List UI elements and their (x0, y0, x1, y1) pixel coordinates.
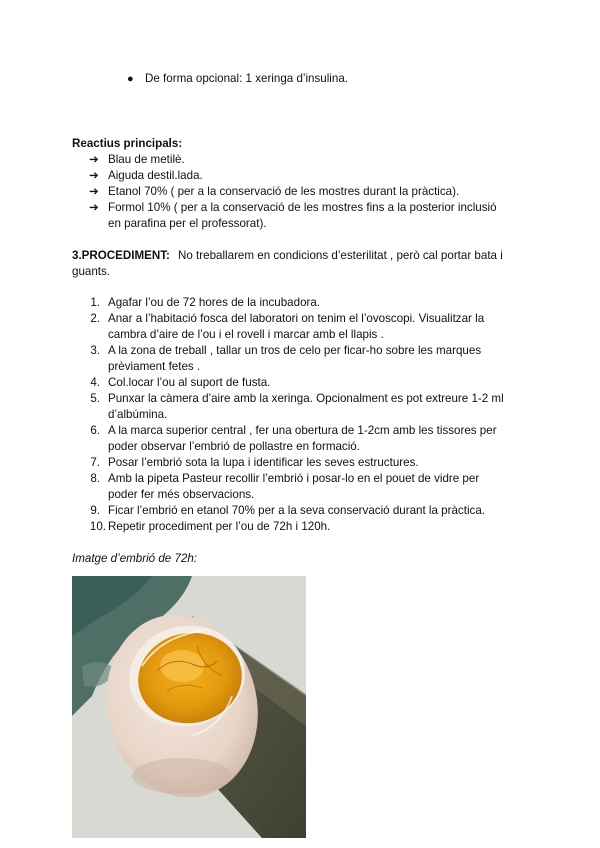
reagent-item: Etanol 70% ( per a la conservació de les mostres durant la pràctica). (108, 185, 460, 198)
step-number: 6. (90, 424, 100, 437)
step-number: 3. (90, 344, 100, 357)
reagents-heading: Reactius principals: (72, 137, 183, 150)
step-text-continuation: d’albúmina. (108, 408, 168, 421)
procedure-intro: No treballarem en condicions d’esterilitat , però cal portar bata i (178, 249, 503, 262)
step-text: Repetir procediment per l’ou de 72h i 120h. (108, 520, 331, 533)
bullet-dot: ● (127, 73, 134, 85)
step-text: Amb la pipeta Pasteur recollir l’embrió i posar-lo en el pouet de vidre per (108, 472, 480, 485)
step-text: Ficar l’embrió en etanol 70% per a la seva conservació durant la pràctica. (108, 504, 485, 517)
step-number: 4. (90, 376, 100, 389)
reagent-item: Aiguda destil.lada. (108, 169, 203, 182)
optional-syringe-text: De forma opcional: 1 xeringa d’insulina. (145, 72, 349, 85)
figure-caption: Imatge d’embrió de 72h: (72, 552, 198, 565)
arrow-icon: ➔ (89, 169, 99, 182)
step-text: Anar a l’habitació fosca del laboratori on tenim el l’ovoscopi. Visualitzar la (108, 312, 485, 325)
step-number: 2. (90, 312, 100, 325)
step-text-continuation: cambra d’aire de l’ou i el rovell i marcar amb el llapis . (108, 328, 384, 341)
reagent-item: Blau de metilè. (108, 153, 185, 166)
step-text-continuation: poder fer més observacions. (108, 488, 255, 501)
embryo-egg-photo (72, 576, 306, 838)
step-text: Agafar l’ou de 72 hores de la incubadora. (108, 296, 321, 309)
step-number: 5. (90, 392, 100, 405)
step-number: 9. (90, 504, 100, 517)
step-number: 7. (90, 456, 100, 469)
arrow-icon: ➔ (89, 201, 99, 214)
step-text-continuation: poder observar l’embrió de pollastre en formació. (108, 440, 360, 453)
step-number: 8. (90, 472, 100, 485)
step-text-continuation: prèviament fetes . (108, 360, 201, 373)
procedure-heading: 3.PROCEDIMENT: (72, 249, 170, 262)
step-number: 10. (89, 520, 106, 533)
step-text: Posar l’embrió sota la lupa i identificar les seves estructures. (108, 456, 419, 469)
step-text: A la zona de treball , tallar un tros de celo per ficar-ho sobre les marques (108, 344, 482, 357)
procedure-intro-continuation: guants. (72, 265, 111, 278)
step-text: Punxar la càmera d’aire amb la xeringa. Opcionalment es pot extreure 1-2 ml (108, 392, 504, 405)
arrow-icon: ➔ (89, 185, 99, 198)
step-number: 1. (90, 296, 100, 309)
reagent-item: Formol 10% ( per a la conservació de les mostres fins a la posterior inclusió (108, 201, 497, 214)
reagent-item-continuation: en parafina per el professorat). (108, 217, 267, 230)
step-text: A la marca superior central , fer una obertura de 1-2cm amb les tissores per (108, 424, 497, 437)
arrow-icon: ➔ (89, 153, 99, 166)
step-text: Col.locar l’ou al suport de fusta. (108, 376, 271, 389)
